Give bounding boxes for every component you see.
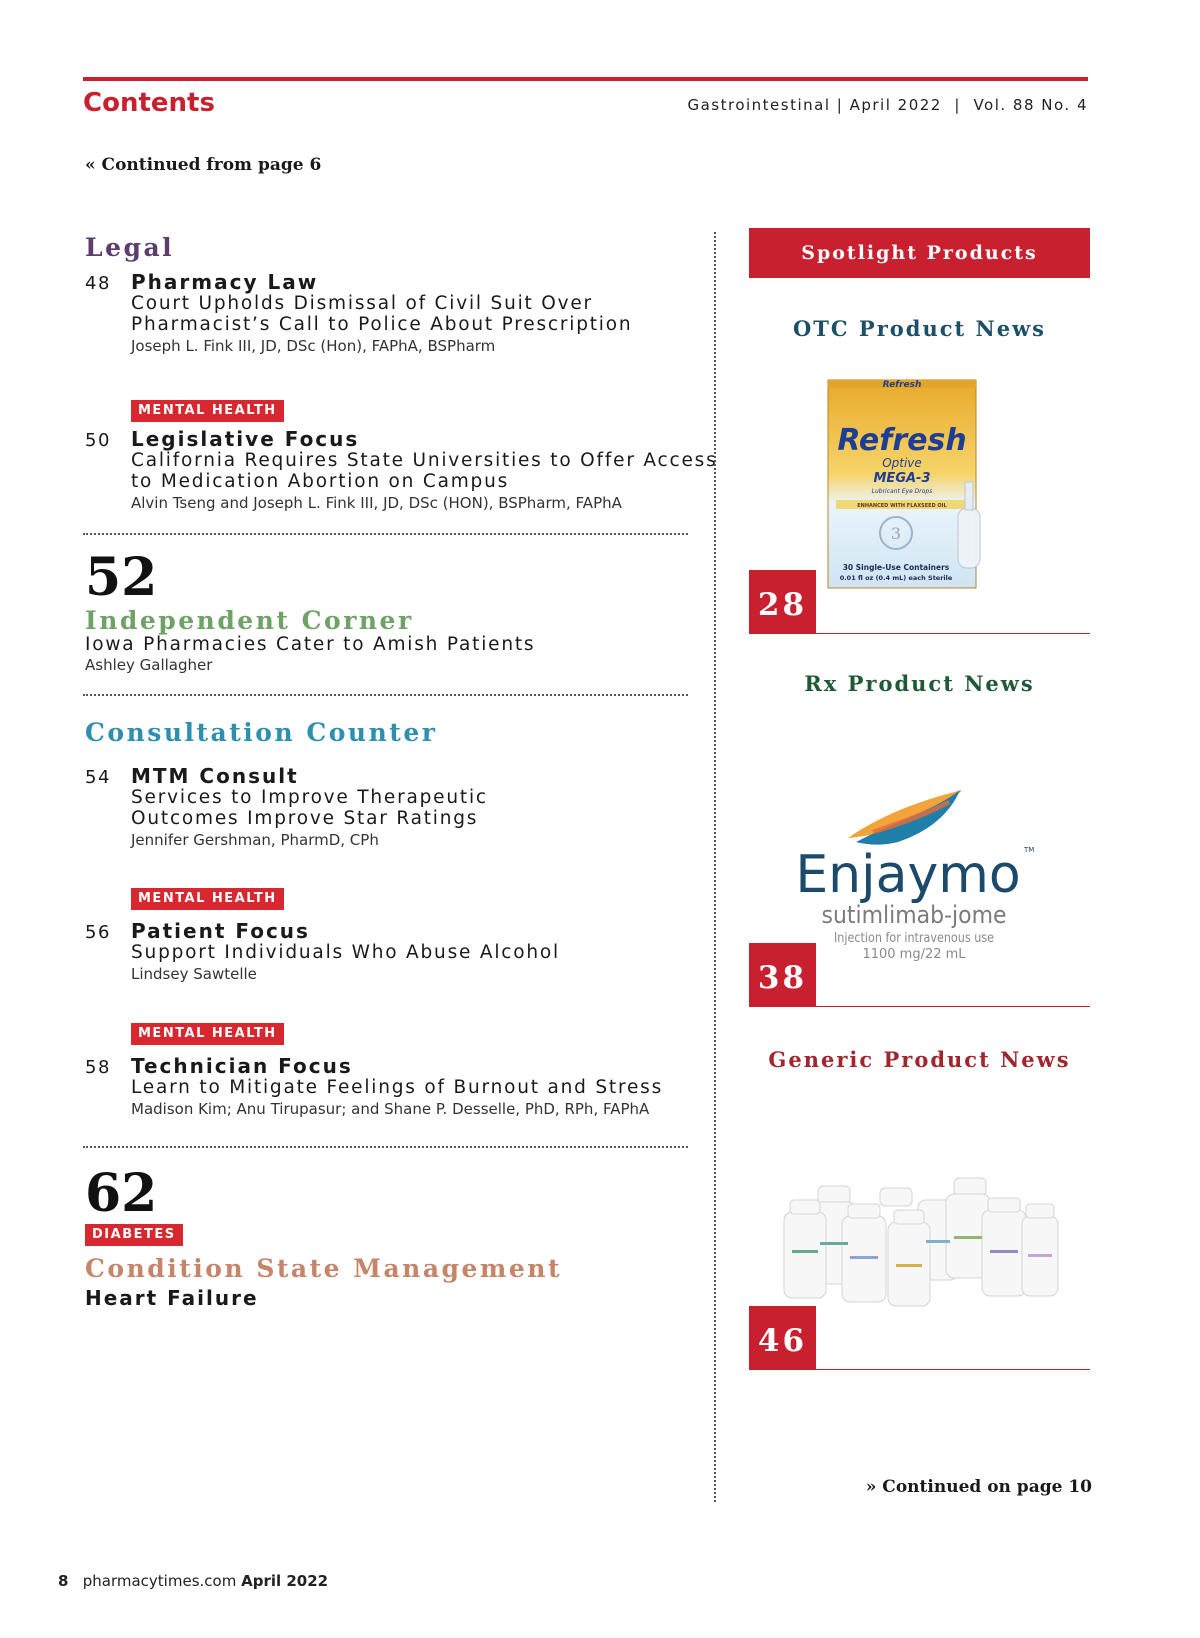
page-number: 48 bbox=[85, 273, 111, 294]
footer bbox=[58, 1572, 328, 1590]
product-rule bbox=[749, 1369, 1090, 1370]
footer-site[interactable]: pharmacytimes.com bbox=[82, 1572, 237, 1590]
svg-text:Lubricant Eye Drops: Lubricant Eye Drops bbox=[871, 488, 933, 495]
page-number: 50 bbox=[85, 430, 111, 451]
feature-page-number: 52 bbox=[85, 547, 158, 608]
continued-on[interactable]: » Continued on page 10 bbox=[865, 1477, 1092, 1497]
section-heading-legal: Legal bbox=[85, 233, 175, 262]
product-rule bbox=[749, 1006, 1090, 1007]
svg-text:0.01 fl oz (0.4 mL) each Steri: 0.01 fl oz (0.4 mL) each Sterile bbox=[839, 574, 953, 582]
svg-text:MEGA-3: MEGA-3 bbox=[873, 471, 931, 486]
topic-tag: MENTAL HEALTH bbox=[131, 888, 284, 910]
svg-text:30 Single-Use Containers: 30 Single-Use Containers bbox=[842, 563, 950, 572]
toc-entry-pharmacy-law[interactable] bbox=[85, 271, 632, 357]
author: Lindsey Sawtelle bbox=[131, 965, 257, 983]
svg-text:sutimlimab-jome: sutimlimab-jome bbox=[821, 901, 1007, 929]
svg-text:Refresh: Refresh bbox=[837, 423, 967, 458]
refresh-product-image bbox=[826, 378, 991, 593]
svg-text:Injection for intravenous use: Injection for intravenous use bbox=[834, 931, 995, 946]
section-heading-consultation-counter: Consultation Counter bbox=[85, 718, 438, 747]
page-number: 56 bbox=[85, 922, 111, 943]
dotted-divider bbox=[83, 694, 688, 696]
article-title-line: to Medication Abortion on Campus bbox=[131, 471, 510, 492]
svg-text:1100 mg/22 mL: 1100 mg/22 mL bbox=[862, 947, 966, 962]
page-number-box[interactable]: 28 bbox=[749, 570, 816, 634]
author: Madison Kim; Anu Tirupasur; and Shane P. Desselle, PhD, RPh, FAPhA bbox=[131, 1100, 650, 1118]
feature-page-number: 62 bbox=[85, 1163, 158, 1224]
department-name: Patient Focus bbox=[131, 919, 310, 943]
toc-entry-technician-focus[interactable] bbox=[85, 1055, 663, 1120]
article-title-line: Services to Improve Therapeutic bbox=[131, 787, 488, 808]
footer-date: April 2022 bbox=[241, 1572, 329, 1590]
otc-product-news-heading[interactable]: OTC Product News bbox=[792, 316, 1046, 341]
product-rule bbox=[749, 633, 1090, 634]
enjaymo-product-logo bbox=[790, 770, 1050, 970]
header-rule bbox=[83, 77, 1088, 81]
page-number: 54 bbox=[85, 767, 111, 788]
svg-text:3: 3 bbox=[890, 524, 902, 543]
footer-page-number: 8 bbox=[58, 1572, 69, 1590]
page-number: 58 bbox=[85, 1057, 111, 1078]
svg-text:ENHANCED WITH FLAXSEED OIL: ENHANCED WITH FLAXSEED OIL bbox=[857, 503, 947, 509]
author: Joseph L. Fink III, JD, DSc (Hon), FAPhA, BSPharm bbox=[131, 337, 496, 355]
svg-text:TM: TM bbox=[1024, 846, 1035, 854]
svg-text:Refresh: Refresh bbox=[882, 380, 922, 390]
column-divider bbox=[714, 232, 716, 1502]
section-heading-independent-corner[interactable]: Independent Corner bbox=[85, 606, 414, 635]
article-title-line: Outcomes Improve Star Ratings bbox=[131, 808, 479, 829]
dotted-divider bbox=[83, 533, 688, 535]
article-title: Iowa Pharmacies Cater to Amish Patients bbox=[85, 634, 536, 655]
toc-entry-mtm-consult[interactable] bbox=[85, 765, 488, 851]
department-name: Legislative Focus bbox=[131, 427, 360, 451]
spotlight-banner: Spotlight Products bbox=[749, 228, 1090, 278]
article-title-line: Pharmacist’s Call to Police About Prescription bbox=[131, 314, 633, 335]
author: Ashley Gallagher bbox=[85, 656, 213, 674]
author: Jennifer Gershman, PharmD, CPh bbox=[131, 831, 379, 849]
svg-text:Enjaymo: Enjaymo bbox=[795, 845, 1021, 905]
section-heading-condition-state-management[interactable]: Condition State Management bbox=[85, 1254, 562, 1283]
topic-tag: MENTAL HEALTH bbox=[131, 400, 284, 422]
page-number-box[interactable]: 46 bbox=[749, 1306, 816, 1370]
svg-text:Optive: Optive bbox=[882, 456, 922, 470]
page-title: Contents bbox=[83, 88, 215, 118]
toc-entry-legislative-focus[interactable] bbox=[85, 428, 718, 514]
topic-tag: DIABETES bbox=[85, 1224, 183, 1246]
article-title-line: Learn to Mitigate Feelings of Burnout and Stress bbox=[131, 1077, 664, 1098]
generic-bottles-image bbox=[782, 1170, 1062, 1310]
article-title-line: Support Individuals Who Abuse Alcohol bbox=[131, 942, 560, 963]
issue-info: Gastrointestinal | April 2022 | Vol. 88 No. 4 bbox=[687, 96, 1088, 114]
dotted-divider bbox=[83, 1146, 688, 1148]
department-name: Technician Focus bbox=[131, 1054, 353, 1078]
article-title-line: California Requires State Universities to Offer Access bbox=[131, 450, 718, 471]
rx-product-news-heading[interactable]: Rx Product News bbox=[804, 671, 1035, 696]
topic-tag: MENTAL HEALTH bbox=[131, 1023, 284, 1045]
page-number-box[interactable]: 38 bbox=[749, 943, 816, 1007]
article-title-line: Court Upholds Dismissal of Civil Suit Over bbox=[131, 293, 593, 314]
author: Alvin Tseng and Joseph L. Fink III, JD, DSc (HON), BSPharm, FAPhA bbox=[131, 494, 622, 512]
department-name: MTM Consult bbox=[131, 764, 299, 788]
department-name: Pharmacy Law bbox=[131, 270, 319, 294]
article-title: Heart Failure bbox=[85, 1286, 259, 1310]
generic-product-news-heading[interactable]: Generic Product News bbox=[768, 1047, 1071, 1072]
toc-entry-patient-focus[interactable] bbox=[85, 920, 560, 985]
continued-from[interactable]: « Continued from page 6 bbox=[85, 155, 322, 175]
